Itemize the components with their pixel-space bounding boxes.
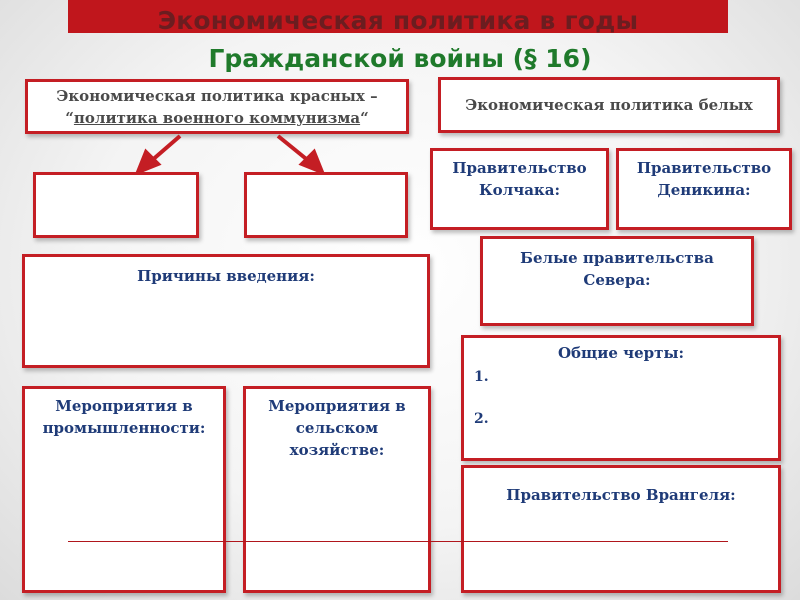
common-features-box[interactable] xyxy=(461,335,781,461)
divider-line xyxy=(68,541,728,542)
north-label-line2: Севера: xyxy=(583,271,651,289)
reasons-label: Причины введения: xyxy=(137,267,315,285)
kolchak-label-line1: Правительство xyxy=(452,159,587,177)
north-label-line1: Белые правительства xyxy=(520,249,714,267)
empty-box-left[interactable] xyxy=(33,172,199,238)
left-arrow-head xyxy=(138,152,158,172)
industry-measures-box[interactable] xyxy=(22,386,226,593)
whites-policy-label: Экономическая политика белых xyxy=(465,96,753,114)
agriculture-measures-box[interactable] xyxy=(243,386,431,593)
common-feature-item-2: 2. xyxy=(474,411,489,427)
common-feature-item-1: 1. xyxy=(474,369,489,385)
whites-policy-box xyxy=(438,77,780,133)
north-governments-box[interactable] xyxy=(480,236,754,326)
agriculture-label-line2: сельском xyxy=(295,419,379,437)
empty-box-right[interactable] xyxy=(244,172,408,238)
war-communism-link: политика военного коммунизма xyxy=(73,109,361,127)
reds-quote-close: “ xyxy=(360,109,369,127)
denikin-label-line1: Правительство xyxy=(636,159,772,177)
right-arrow-head xyxy=(302,152,322,172)
agriculture-label-line3: хозяйстве: xyxy=(289,441,385,459)
denikin-government-box[interactable] xyxy=(616,148,792,230)
denikin-label-line2: Деникина: xyxy=(657,181,751,199)
kolchak-label-line2: Колчака: xyxy=(478,181,560,199)
page-title-line2: Гражданской войны (§ 16) xyxy=(208,44,592,73)
wrangel-label: Правительство Врангеля: xyxy=(506,486,736,504)
industry-label-line1: Мероприятия в xyxy=(55,397,193,415)
common-features-title: Общие черты: xyxy=(557,344,685,362)
reasons-box[interactable] xyxy=(22,254,430,368)
wrangel-government-box[interactable] xyxy=(461,465,781,593)
reds-policy-line1: Экономическая политика красных – xyxy=(56,87,378,105)
agriculture-label-line1: Мероприятия в xyxy=(268,397,406,415)
page-title-line1: Экономическая политика в годы xyxy=(157,6,639,33)
reds-quote-open: “ xyxy=(65,109,74,127)
industry-label-line2: промышленности: xyxy=(42,419,206,437)
kolchak-government-box[interactable] xyxy=(430,148,609,230)
